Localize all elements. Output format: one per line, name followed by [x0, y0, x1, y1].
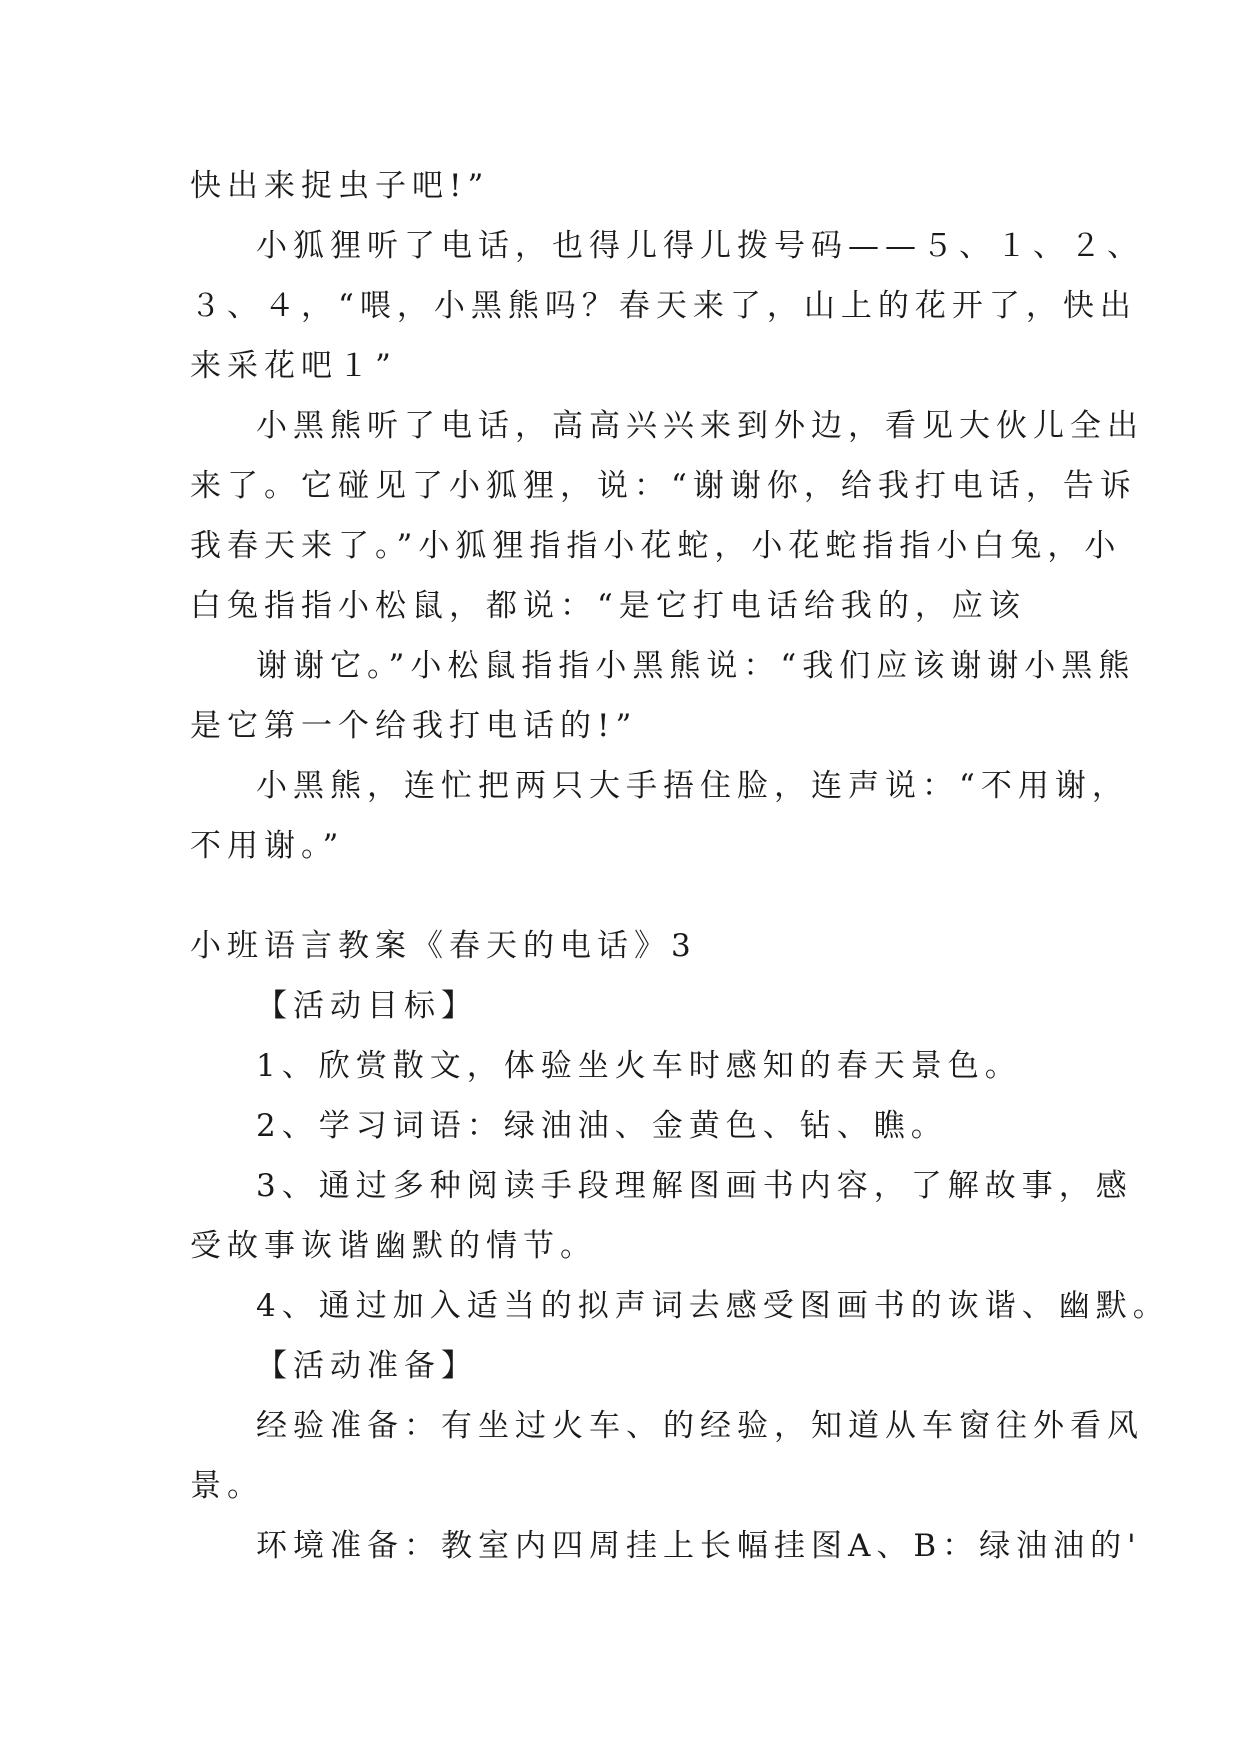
text-line: ３、４，“喂，小黑熊吗？春天来了，山上的花开了，快出	[190, 288, 1137, 324]
text-line: 来了。它碰见了小狐狸，说：“谢谢你，给我打电话，告诉	[190, 468, 1137, 504]
text-line: 3、通过多种阅读手段理解图画书内容，了解故事，感	[256, 1168, 1133, 1204]
text-line: 来采花吧１”	[190, 348, 397, 384]
text-line: 我春天来了。”小狐狸指指小花蛇，小花蛇指指小白兔，小	[190, 528, 1122, 564]
section-title: 小班语言教案《春天的电话》3	[190, 928, 697, 964]
text-line: 景。	[190, 1468, 264, 1504]
text-line: 快出来捉虫子吧!”	[190, 168, 490, 204]
text-line: 2、学习词语：绿油油、金黄色、钻、瞧。	[256, 1108, 948, 1144]
text-line: 环境准备：教室内四周挂上长幅挂图A、B：绿油油的'	[256, 1528, 1142, 1564]
text-line: 不用谢。”	[190, 828, 345, 864]
text-line: 受故事诙谐幽默的情节。	[190, 1228, 597, 1264]
text-line: 1、欣赏散文，体验坐火车时感知的春天景色。	[256, 1048, 1022, 1084]
text-line: 经验准备：有坐过火车、的经验，知道从车窗往外看风	[256, 1408, 1144, 1444]
text-line: 小黑熊，连忙把两只大手捂住脸，连声说：“不用谢，	[256, 768, 1129, 804]
text-line: 小黑熊听了电话，高高兴兴来到外边，看见大伙儿全出	[256, 408, 1144, 444]
text-line: 是它第一个给我打电话的!”	[190, 708, 638, 744]
text-line: 4、通过加入适当的拟声词去感受图画书的诙谐、幽默。	[256, 1288, 1170, 1324]
text-line: 小狐狸听了电话，也得儿得儿拨号码——５、１、２、	[256, 228, 1144, 264]
text-line: 谢谢它。”小松鼠指指小黑熊说：“我们应该谢谢小黑熊	[256, 648, 1136, 684]
section-heading: 【活动目标】	[256, 988, 478, 1024]
section-heading: 【活动准备】	[256, 1348, 478, 1384]
text-line: 白兔指指小松鼠，都说：“是它打电话给我的，应该	[190, 588, 1026, 624]
